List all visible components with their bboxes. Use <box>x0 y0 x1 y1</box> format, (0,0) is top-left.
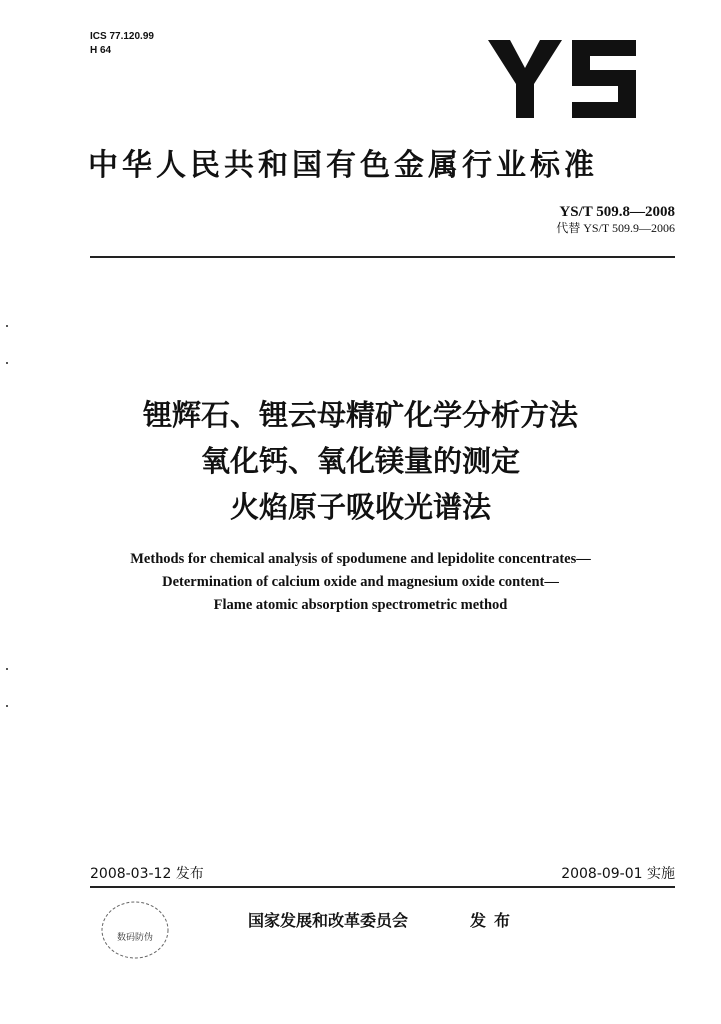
chinese-title-line-3: 火焰原子吸收光谱法 <box>229 490 491 524</box>
english-title <box>60 548 661 617</box>
chinese-title <box>60 392 661 530</box>
standard-code: YS/T 509.8—2008 <box>559 204 675 220</box>
top-divider <box>90 256 675 258</box>
chinese-title-line-2: 氧化钙、氧化镁量的测定 <box>200 444 520 478</box>
ccs-code: H 64 <box>90 45 112 56</box>
standard-type-heading: 中华人民共和国有色金属行业标准 <box>88 148 598 183</box>
replaces-note: 代替 YS/T 509.9—2006 <box>556 221 675 235</box>
scan-speck <box>6 362 8 364</box>
scan-speck <box>6 325 8 327</box>
english-title-line-2: Determination of calcium oxide and magnesium oxide content— <box>162 574 559 590</box>
svg-text:数码防伪: 数码防伪 <box>116 933 154 943</box>
issue-date: 2008-03-12 发布 <box>90 866 204 882</box>
publish-label: 发布 <box>470 911 519 930</box>
publisher-name: 国家发展和改革委员会 <box>248 911 409 930</box>
scan-speck <box>6 705 8 707</box>
ics-code: ICS 77.120.99 <box>90 31 154 42</box>
english-title-line-3: Flame atomic absorption spectrometric method <box>213 597 508 613</box>
anti-counterfeit-stamp <box>98 898 172 962</box>
classification-codes <box>90 30 154 58</box>
bottom-divider <box>90 886 675 888</box>
ys-logo <box>488 40 638 118</box>
chinese-title-line-1: 锂辉石、锂云母精矿化学分析方法 <box>142 398 578 432</box>
english-title-line-1: Methods for chemical analysis of spodumene and lepidolite concentrates— <box>130 551 591 567</box>
implementation-date: 2008-09-01 实施 <box>561 866 675 882</box>
scan-speck <box>6 668 8 670</box>
